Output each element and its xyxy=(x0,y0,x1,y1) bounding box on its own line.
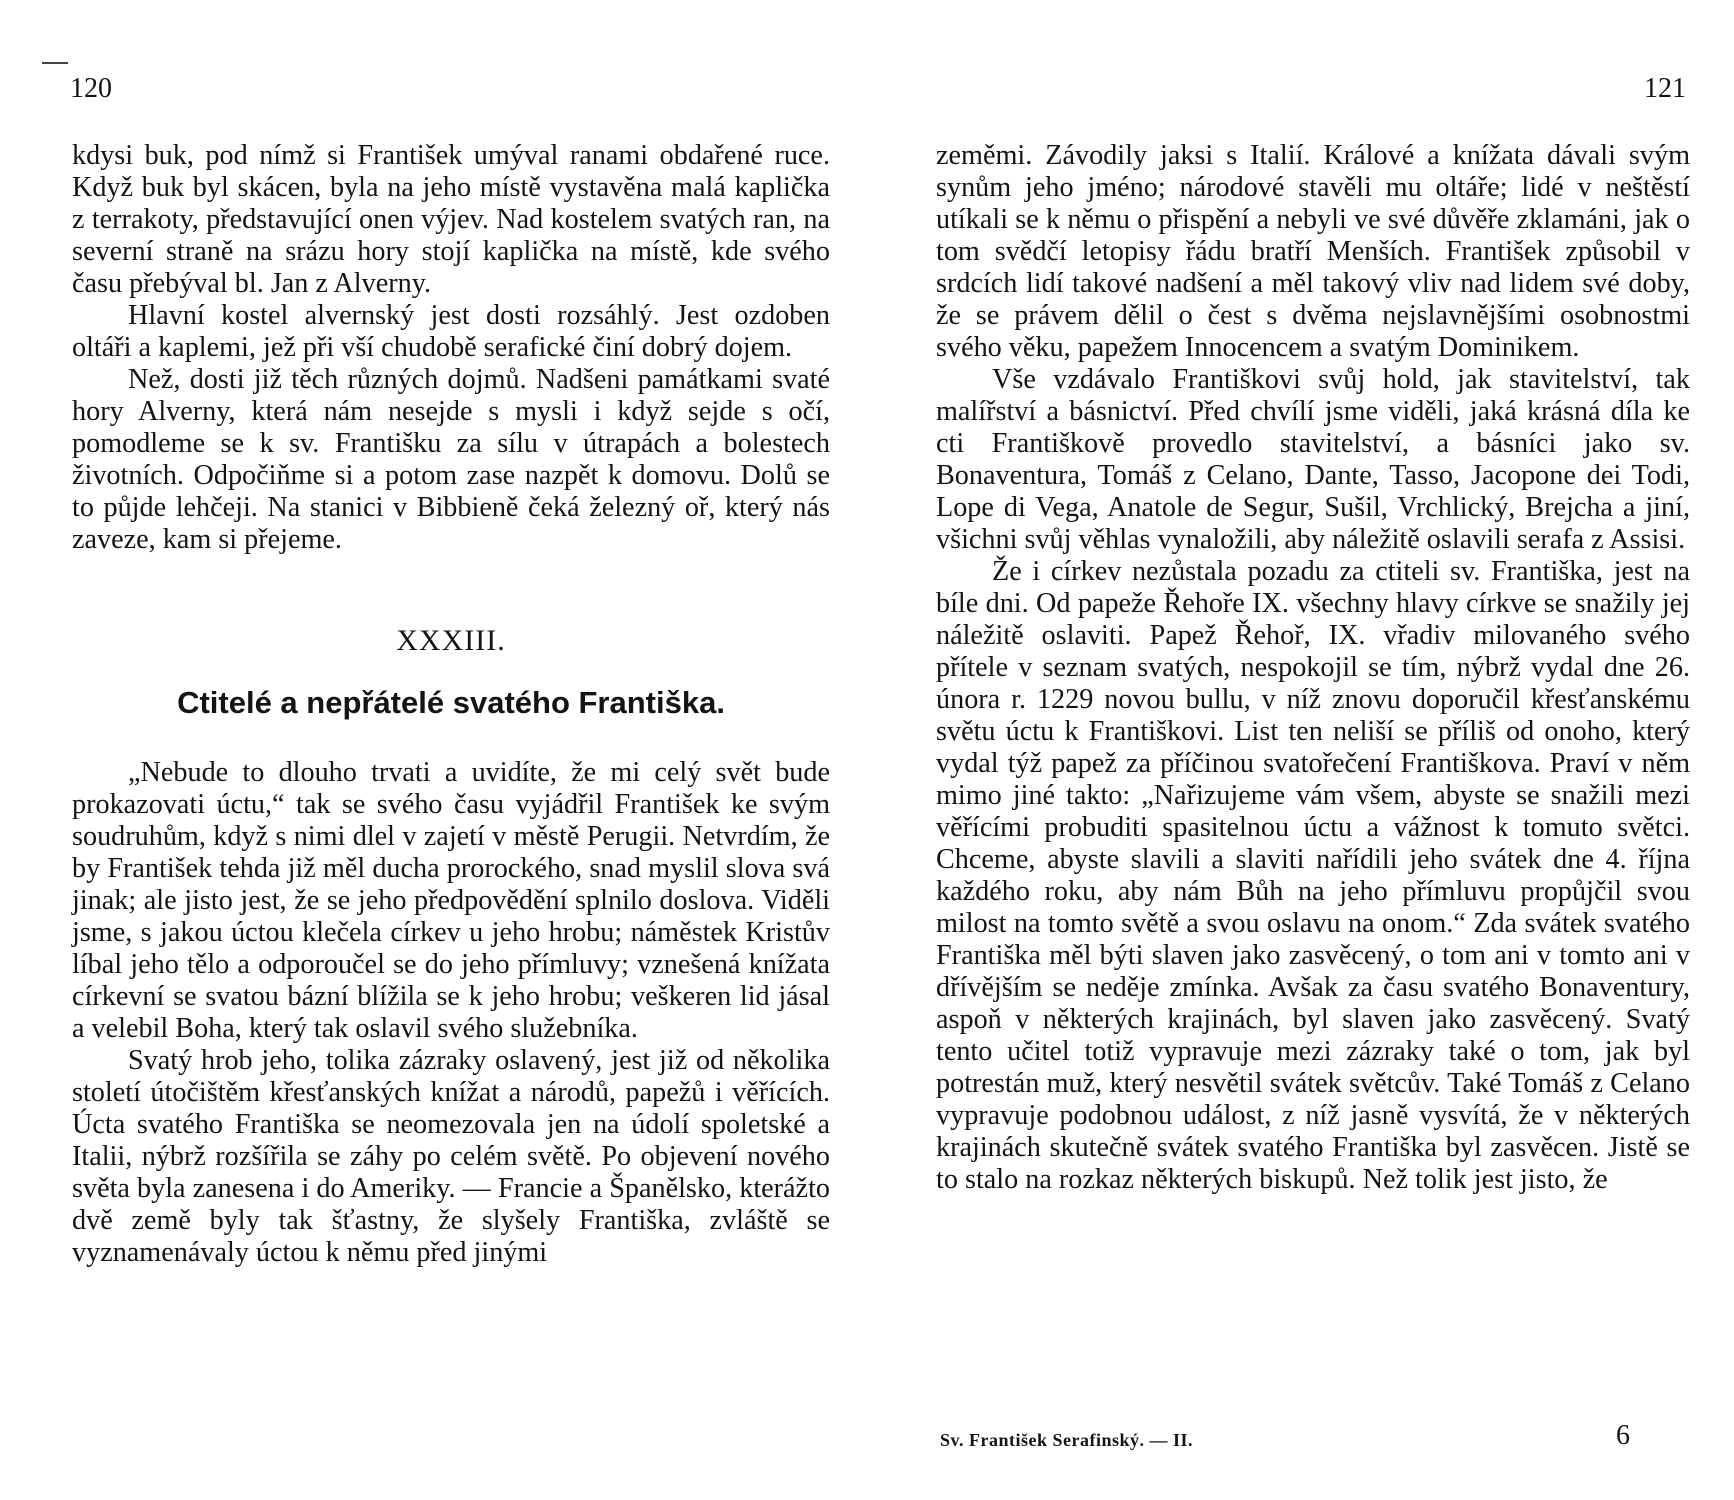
paragraph: „Nebude to dlouho trvati a uvidíte, že mi celý svět bude prokazovati úctu,“ tak se svého času vyjádřil František ke svým soudruhům, když s nimi dlel v zajetí v městě Perugii. Netvrdím, že by František tehda již měl ducha prorockého, snad myslil slova svá jinak; ale jisto jest, že se jeho předpovědění splnilo doslova. Viděli jsme, s jakou úctou klečela církev u jeho hrobu; náměstek Kristův líbal jeho tělo a odporoučel se do jeho přímluvy; vznešená knížata církevní se svatou bázní blížila se k jeho hrobu; veškeren lid jásal a velebil Boha, který tak oslavil svého služebníka. xyxy=(72,757,830,1044)
footer-sheet-number: 6 xyxy=(1616,1420,1630,1451)
paragraph: zeměmi. Závodily jaksi s Italií. Králové a knížata dávali svým synům jeho jméno; národové stavěli mu oltáře; lidé v neštěstí utíkali se k němu o přispění a nebyli ve své důvěře zklamáni, jak o tom svědčí letopisy řádu bratří Menších. František způsobil v srdcích lidí takové nadšení a měl takový vliv nad lidem své doby, že se právem dělil o čest s dvěma nejslavnějšími osobnostmi svého věku, papežem Innocencem a svatým Dominikem. xyxy=(936,140,1690,363)
chapter-number: XXXIII. xyxy=(396,624,506,657)
left-page-number: 120 xyxy=(70,73,112,104)
right-page-text xyxy=(936,140,1690,1196)
left-page-text xyxy=(72,140,830,1269)
paragraph: Vše vzdávalo Františkovi svůj hold, jak stavitelství, tak malířství a básnictví. Před chvílí jsme viděli, jaká krásná díla ke cti Františkově provedlo stavitelství, a básníci jako sv. Bonaventura, Tomáš z Celano, Dante, Tasso, Jacopone dei Todi, Lope di Vega, Anatole de Segur, Sušil, Vrchlický, Brejcha a jiní, všichni svůj věhlas vynaložili, aby náležitě oslavili serafa z Assisi. xyxy=(936,364,1690,555)
scan-artifact xyxy=(42,62,68,64)
paragraph: Že i církev nezůstala pozadu za ctiteli sv. Františka, jest na bíle dni. Od papeže Řehoře IX. všechny hlavy církve se snažily jej náležitě oslaviti. Papež Řehoř, IX. vřadiv milovaného svého přítele v seznam svatých, nespokojil se tím, nýbrž vydal dne 26. února r. 1229 novou bullu, v níž znovu doporučil křesťanskému světu úctu k Františkovi. List ten neliší se příliš od onoho, který vydal týž papež za příčinou svatořečení Františkova. Praví v něm mimo jiné takto: „Nařizujeme vám všem, abyste se snažili mezi věřícími probuditi spasitelnou úctu a vážnost k tomuto světci. Chceme, abyste slavili a slaviti nařídili jeho svátek dne 4. října každého roku, aby nám Bůh na jeho přímluvu propůjčil svou milost na tomto světě a svou oslavu na onom.“ Zda svátek svatého Františka měl býti slaven jako zasvěcený, o tom ani v tomto ani v dřívějším se neděje zmínka. Avšak za času svatého Bonaventury, aspoň v některých krajinách, byl slaven jako zasvěcený. Svatý tento učitel totiž vypravuje mezi zázraky také o tom, jak byl potrestán muž, který nesvětil svátek světcův. Také Tomáš z Celano vypravuje podobnou událost, z níž jasně vysvítá, že v některých krajinách skutečně svátek svatého Františka byl zasvěcen. Jistě se to stalo na rozkaz některých biskupů. Než tolik jest jisto, že xyxy=(936,556,1690,1195)
chapter-title: Ctitelé a nepřátelé svatého Františka. xyxy=(177,685,725,720)
footer-signature: Sv. František Serafinský. — II. xyxy=(940,1430,1194,1450)
paragraph: Svatý hrob jeho, tolika zázraky oslavený, jest již od několika století útočištěm křesťanských knížat a národů, papežů i věřících. Úcta svatého Františka se neomezovala jen na údolí spoletské a Italii, nýbrž rozšířila se záhy po celém světě. Po objevení nového světa byla zanesena i do Ameriky. — Francie a Španělsko, kterážto dvě země byly tak šťastny, že slyšely Františka, zvláště se vyznamenávaly úctou k němu před jinými xyxy=(72,1045,830,1268)
right-page-number: 121 xyxy=(1644,73,1686,104)
paragraph: Hlavní kostel alvernský jest dosti rozsáhlý. Jest ozdoben oltáři a kaplemi, jež při vší chudobě serafické činí dobrý dojem. xyxy=(72,300,830,363)
paragraph: Než, dosti již těch různých dojmů. Nadšeni památkami svaté hory Alverny, která nám nesejde s mysli i když sejde s očí, pomodleme se k sv. Františku za sílu v útrapách a bolestech životních. Odpočiňme si a potom zase nazpět k domovu. Dolů se to půjde lehčeji. Na stanici v Bibbieně čeká železný oř, který nás zaveze, kam si přejeme. xyxy=(72,364,830,555)
paragraph: kdysi buk, pod nímž si František umýval ranami obdařené ruce. Když buk byl skácen, byla na jeho místě vystavěna malá kaplička z terrakoty, představující onen výjev. Nad kostelem svatých ran, na severní straně na srázu hory stojí kaplička na místě, kde svého času přebýval bl. Jan z Alverny. xyxy=(72,140,830,299)
